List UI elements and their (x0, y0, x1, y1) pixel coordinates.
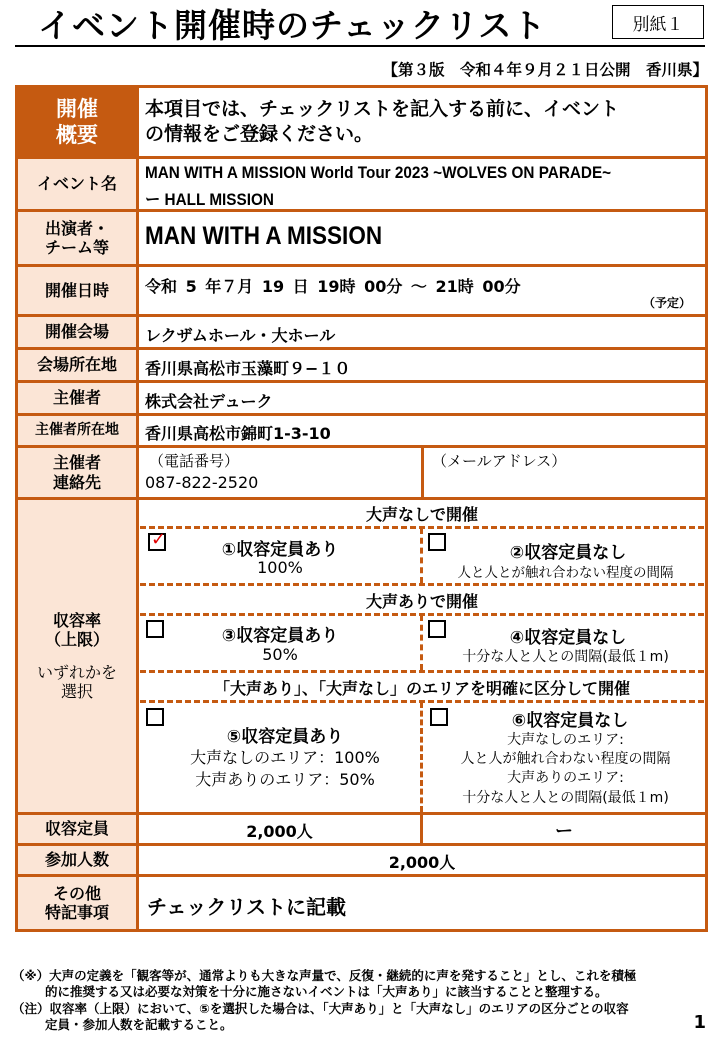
divider (140, 670, 704, 673)
organizer-label: 主催者 (18, 383, 136, 413)
option-6-desc-line3: 大声ありのエリア: (507, 770, 624, 786)
option-3-desc: 50% (262, 645, 298, 664)
option-3-checkbox[interactable] (146, 620, 164, 638)
organizer-address-cell[interactable] (139, 416, 705, 445)
option-6-checkbox[interactable] (430, 708, 448, 726)
organizer-address-label: 主催者所在地 (18, 416, 136, 445)
divider (140, 583, 704, 586)
check-mark-icon: ✓ (151, 529, 167, 550)
attendance-label: 参加人数 (18, 846, 136, 874)
option-2-title: ②収容定員なし (509, 543, 627, 563)
venue-address-label: 会場所在地 (18, 350, 136, 380)
page-title: イベント開催時のチェックリスト (38, 6, 547, 45)
footnote-1-line1: （※）大声の定義を「観客等が、通常よりも大きな声量で、反復・継続的に声を発すること」とし、これを積極 (12, 968, 637, 983)
capacity-value: 2,000人 (246, 822, 313, 841)
divider (420, 615, 423, 670)
option-1-checkbox[interactable] (148, 529, 167, 551)
divider (420, 528, 423, 583)
overview-label: 開催 概要 (18, 88, 136, 156)
divider (420, 702, 423, 812)
section-loud-header: 大声ありで開催 (365, 592, 478, 611)
capacity-label: 収容定員 (18, 815, 136, 843)
contact-phone-value: 087-822-2520 (145, 473, 259, 492)
other-notes-cell[interactable] (139, 877, 705, 929)
capacity-rate-label: 収容率 （上限） いずれかを 選択 (18, 500, 136, 812)
contact-phone-cell[interactable] (139, 448, 421, 497)
organizer-cell[interactable] (139, 383, 705, 413)
date-note: （予定） (642, 296, 691, 310)
venue-cell[interactable] (139, 317, 705, 347)
section-mixed-header: 「大声あり」、「大声なし」のエリアを明確に区分して開催 (213, 679, 630, 698)
organizer-address-value: 香川県高松市錦町1-3-10 (145, 424, 331, 443)
contact-phone-label: （電話番号） (149, 452, 240, 470)
performer-cell[interactable] (139, 212, 705, 264)
option-2-desc: 人と人とが触れ合わない程度の間隔 (457, 565, 674, 581)
option-5-desc-line2: 大声ありのエリア：50% (195, 770, 375, 789)
attendance-cell[interactable] (139, 846, 705, 874)
overview-intro-cell (139, 88, 705, 156)
option-3-title: ③収容定員あり (221, 626, 339, 646)
date-cell[interactable] (139, 267, 705, 314)
footnote-1-line2: 的に推奨する又は必要な対策を十分に施さないイベントは「大声あり」に該当することと整理する。 (45, 984, 608, 999)
event-name-value-line1: MAN WITH A MISSION World Tour 2023 ~WOLVES ON PARADE~ (145, 163, 612, 182)
event-name-label: イベント名 (18, 159, 136, 209)
option-4-desc: 十分な人と人との間隔(最低１m) (462, 649, 669, 665)
option-6-desc-line4: 十分な人と人との間隔(最低１m) (462, 790, 669, 806)
other-notes-value: チェックリストに記載 (147, 895, 346, 919)
contact-email-cell[interactable] (424, 448, 705, 497)
section-quiet-header: 大声なしで開催 (365, 505, 478, 524)
capacity-other-value: ー (555, 821, 573, 842)
option-5-desc-line1: 大声なしのエリア：100% (190, 748, 380, 767)
version-info: 【第３版 令和４年９月２１日公開 香川県】 (382, 61, 708, 79)
event-name-cell[interactable] (139, 159, 705, 209)
option-1-title: ①収容定員あり (221, 540, 339, 560)
option-4-title: ④収容定員なし (509, 628, 627, 648)
option-6-title: ⑥収容定員なし (511, 711, 629, 731)
venue-address-cell[interactable] (139, 350, 705, 380)
option-1-desc: 100% (257, 558, 303, 577)
date-label: 開催日時 (18, 267, 136, 314)
overview-intro-line1: 本項目では、チェックリストを記入する前に、イベント (145, 98, 620, 120)
venue-label: 開催会場 (18, 317, 136, 347)
option-5-title: ⑤収容定員あり (226, 727, 344, 747)
contact-email-label: （メールアドレス） (432, 452, 567, 470)
attendance-value: 2,000人 (388, 853, 456, 872)
venue-address-value: 香川県高松市玉藻町９−１０ (145, 359, 351, 378)
option-6-desc-line2: 人と人が触れ合わない程度の間隔 (460, 751, 671, 767)
capacity-other-cell[interactable] (423, 815, 705, 843)
performer-value: MAN WITH A MISSION (145, 222, 383, 250)
capacity-cell[interactable] (139, 815, 420, 843)
contact-label: 主催者 連絡先 (18, 448, 136, 497)
attachment-label: 別紙１ (612, 5, 704, 39)
other-notes-label: その他 特記事項 (18, 877, 136, 929)
option-6-desc-line1: 大声なしのエリア: (507, 732, 624, 748)
overview-intro-line2: の情報をご登録ください。 (145, 123, 374, 145)
page-number: 1 (693, 1012, 706, 1033)
title-underline (15, 45, 705, 47)
venue-value: レクザムホール・大ホール (145, 326, 336, 345)
organizer-value: 株式会社デューク (145, 392, 273, 411)
footnote-2-line1: （注）収容率（上限）において、⑤を選択した場合は、「大声あり」と「大声なし」のエリアの区分ごとの収容 (12, 1001, 629, 1016)
performer-label: 出演者・ チーム等 (18, 212, 136, 264)
footnote-2-line2: 定員・参加人数を記載すること。 (45, 1017, 233, 1032)
date-value: 令和 5 年７月 19 日 19時 00分 ～ 21時 00分 (145, 277, 521, 296)
event-name-value-line2: ー HALL MISSION (145, 190, 274, 209)
